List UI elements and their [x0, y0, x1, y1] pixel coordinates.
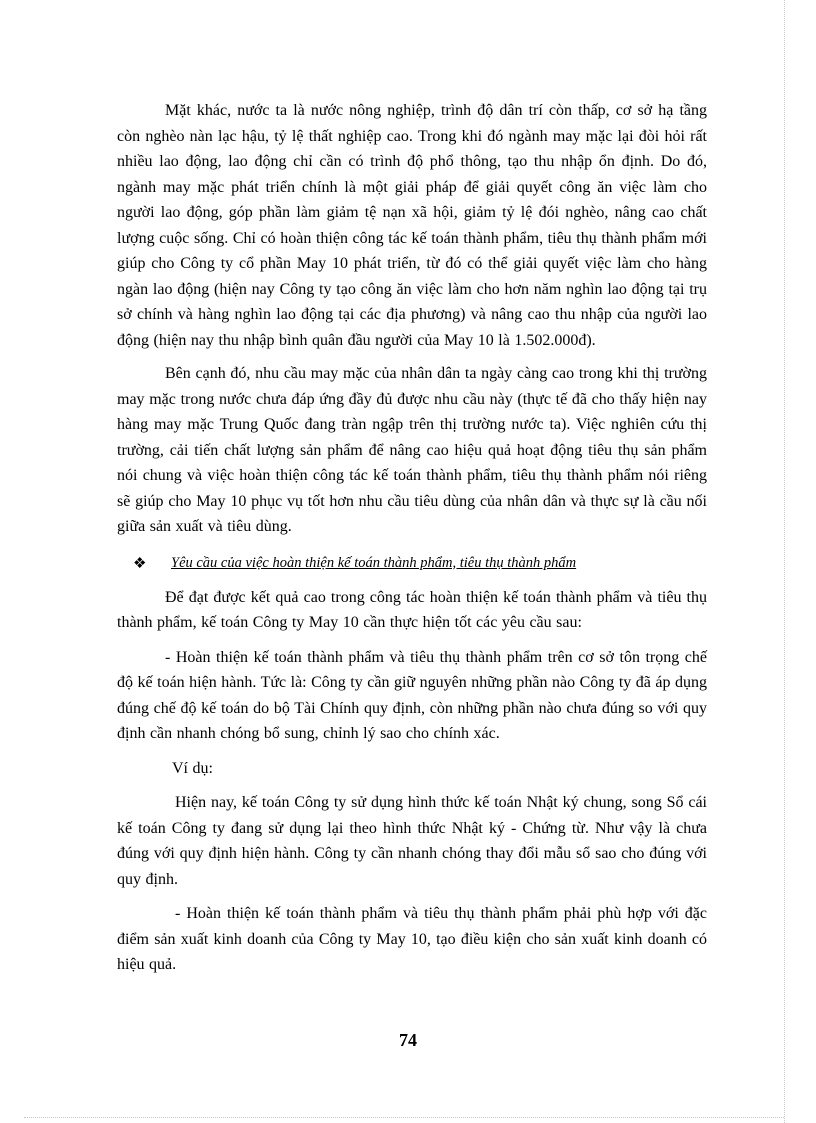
paragraph-market-demand: Bên cạnh đó, nhu cầu may mặc của nhân dân ta ngày càng cao trong khi thị trường may mặc trong nước chưa đáp ứng đầy đủ được nhu cầu này (thực tế đã cho thấy hiện nay hàng may mặc Trung Quốc đang tràn ngập trên thị trường nước ta). Việc nghiên cứu thị trường, cải tiến chất lượng sản phẩm để nâng cao hiệu quả hoạt động tiêu thụ sản phẩm nói chung và việc hoàn thiện công tác kế toán thành phẩm, tiêu thụ thành phẩm nói riêng sẽ giúp cho May 10 phục vụ tốt hơn nhu cầu tiêu dùng của nhân dân và thực sự là cầu nối giữa sản xuất và tiêu dùng.	[117, 365, 707, 535]
paragraph-requirements-intro: Để đạt được kết quả cao trong công tác hoàn thiện kế toán thành phẩm và tiêu thụ thành phẩm, kế toán Công ty May 10 cần thực hiện tốt các yêu cầu sau:	[117, 588, 707, 631]
paragraph-requirement-1: - Hoàn thiện kế toán thành phẩm và tiêu thụ thành phẩm trên cơ sở tôn trọng chế độ kế toán hiện hành. Tức là: Công ty cần giữ nguyên những phần nào Công ty đã áp dụng đúng chế độ kế toán do bộ Tài Chính quy định, còn những phần nào chưa đúng so với quy định cần nhanh chóng bổ sung, chỉnh lý sao cho chính xác.	[117, 648, 707, 742]
paragraph-requirement-2: - Hoàn thiện kế toán thành phẩm và tiêu thụ thành phẩm phải phù hợp với đặc điểm sản xuất kinh doanh của Công ty May 10, tạo điều kiện cho sản xuất kinh doanh có hiệu quả.	[117, 905, 707, 973]
page-number: 74	[399, 1030, 417, 1050]
paragraph-example-body: Hiện nay, kế toán Công ty sử dụng hình thức kế toán Nhật ký chung, song Sổ cái kế toán Công ty đang sử dụng lại theo hình thức Nhật ký - Chứng từ. Như vậy là chưa đúng với quy định hiện hành. Công ty cần nhanh chóng thay đổi mẫu sổ sao cho đúng với quy định.	[117, 794, 707, 888]
paragraph-example-label: Ví dụ:	[172, 759, 213, 777]
section-heading	[117, 551, 707, 577]
paragraph-unemployment: Mặt khác, nước ta là nước nông nghiệp, trình độ dân trí còn thấp, cơ sở hạ tầng còn nghèo nàn lạc hậu, tỷ lệ thất nghiệp cao. Trong khi đó ngành may mặc lại đòi hỏi rất nhiều lao động, lao động chỉ cần có trình độ phổ thông, tạo thu nhập ổn định. Do đó, ngành may mặc phát triển chính là một giải pháp để giải quyết công ăn việc làm cho người lao động, góp phần làm giảm tệ nạn xã hội, giảm tỷ lệ đói nghèo, nâng cao chất lượng cuộc sống. Chỉ có hoàn thiện công tác kế toán thành phẩm, tiêu thụ thành phẩm mới giúp cho Công ty cổ phần May 10 phát triển, từ đó có thể giải quyết việc làm cho hàng ngàn lao động (hiện nay Công ty tạo công ăn việc làm cho hơn năm nghìn lao động tại trụ sở chính và hàng nghìn lao động tại các địa phương) và nâng cao thu nhập của người lao động (hiện nay thu nhập bình quân đầu người của May 10 là 1.502.000đ).	[117, 102, 707, 349]
page-frame-bottom-border	[24, 1117, 784, 1118]
diamond-four-point-icon: ❖	[133, 555, 147, 572]
page-frame-right-border	[784, 0, 785, 1123]
section-heading-text: Yêu cầu của việc hoàn thiện kế toán thành phẩm, tiêu thụ thành phẩm	[171, 554, 577, 571]
body-text	[117, 98, 707, 978]
